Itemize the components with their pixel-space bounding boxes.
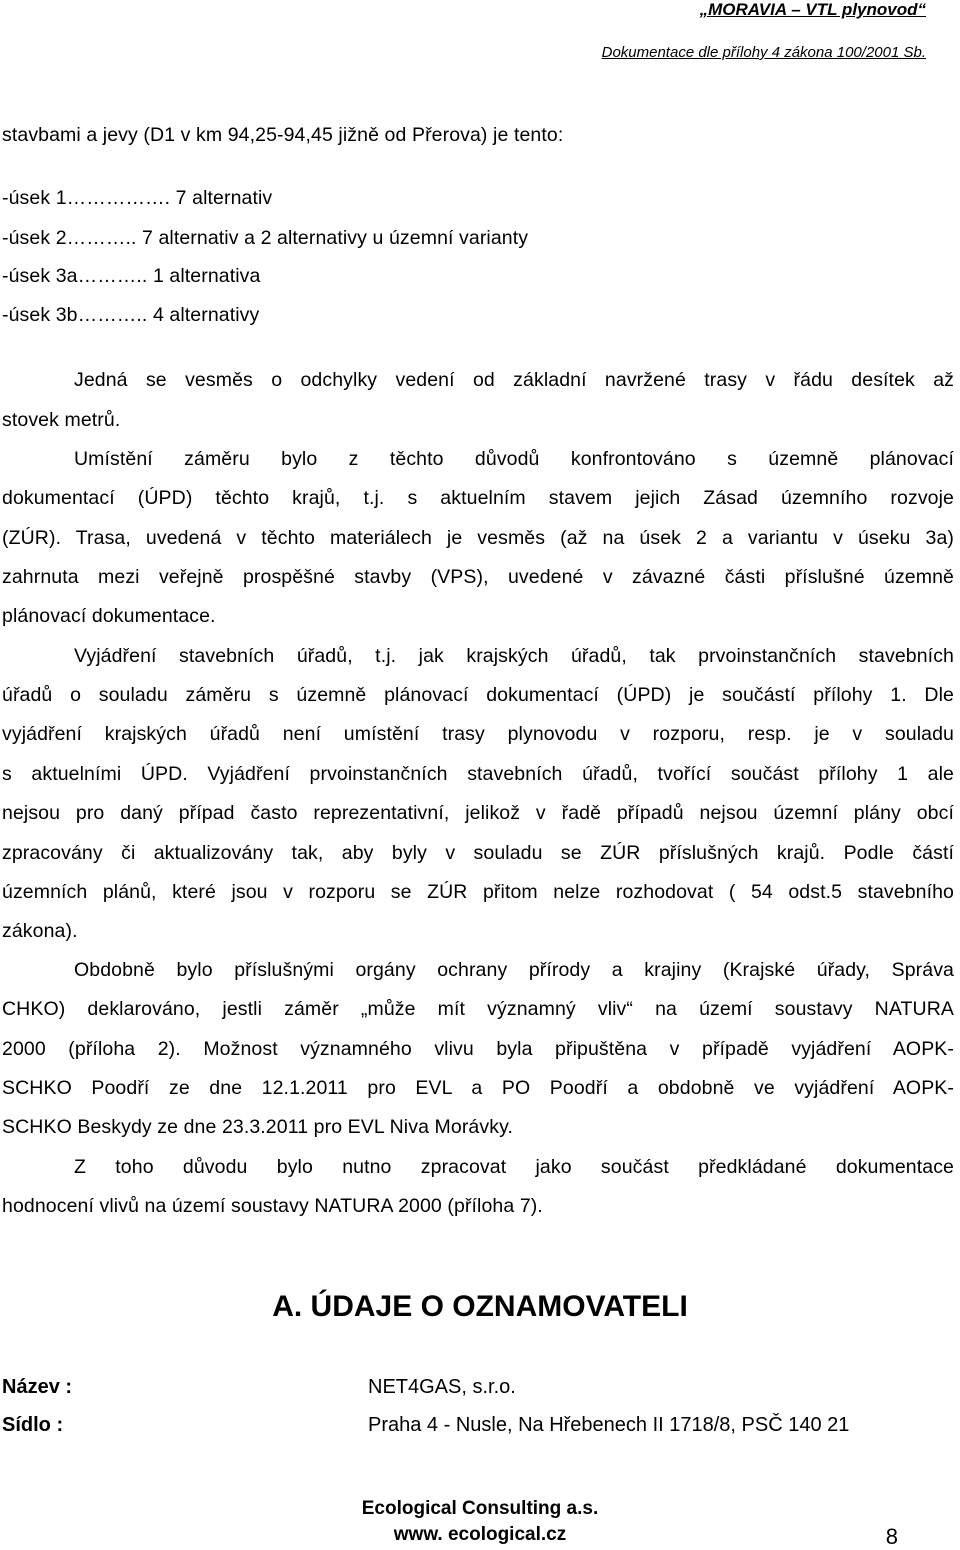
text-line: Jedná se vesměs o odchylky vedení od základní navržené trasy v řádu desítek až bbox=[74, 369, 954, 391]
footer-url: www. ecological.cz bbox=[393, 1524, 567, 1545]
name-value: NET4GAS, s.r.o. bbox=[368, 1376, 516, 1398]
text-line: zákona). bbox=[2, 920, 78, 942]
text-line: zpracovány či aktualizovány tak, aby byly v souladu se ZÚR příslušných krajů. Podle částí bbox=[2, 842, 954, 864]
text-line: -úsek 3a……….. 1 alternativa bbox=[2, 265, 261, 287]
text-line: 2000 (příloha 2). Možnost významného vlivu byla připuštěna v případě vyjádření AOPK- bbox=[2, 1038, 954, 1060]
seat-value: Praha 4 - Nusle, Na Hřebenech II 1718/8, PSČ 140 21 bbox=[368, 1414, 850, 1436]
section-heading: A. ÚDAJE O OZNAMOVATELI bbox=[272, 1290, 688, 1323]
text-line: -úsek 2……….. 7 alternativ a 2 alternativy u územní varianty bbox=[2, 227, 529, 249]
document-title: „MORAVIA – VTL plynovod“ bbox=[699, 0, 926, 19]
footer-company: Ecological Consulting a.s. bbox=[361, 1498, 599, 1519]
page-number: 8 bbox=[885, 1524, 898, 1549]
text-line: -úsek 1……………. 7 alternativ bbox=[2, 187, 273, 209]
text-line: úřadů o souladu záměru s územně plánovací dokumentací (ÚPD) je součástí přílohy 1. Dle bbox=[2, 684, 954, 706]
text-line: Vyjádření stavebních úřadů, t.j. jak krajských úřadů, tak prvoinstančních stavebních bbox=[74, 645, 954, 667]
text-line: nejsou pro daný případ často reprezentativní, jelikož v řadě případů nejsou územní plány obcí bbox=[2, 802, 954, 824]
text-line: CHKO) deklarováno, jestli záměr „může mít významný vliv“ na území soustavy NATURA bbox=[2, 998, 954, 1020]
text-line: stavbami a jevy (D1 v km 94,25-94,45 jižně od Přerova) je tento: bbox=[2, 124, 564, 146]
text-line: Z toho důvodu bylo nutno zpracovat jako součást předkládané dokumentace bbox=[74, 1156, 954, 1178]
document-subtitle: Dokumentace dle přílohy 4 zákona 100/2001 Sb. bbox=[601, 44, 926, 61]
seat-label: Sídlo : bbox=[2, 1414, 64, 1436]
text-line: zahrnuta mezi veřejně prospěšné stavby (VPS), uvedené v závazné části příslušné územně bbox=[2, 566, 954, 588]
text-line: vyjádření krajských úřadů není umístění trasy plynovodu v rozporu, resp. je v souladu bbox=[2, 723, 954, 745]
text-line: (ZÚR). Trasa, uvedená v těchto materiálech je vesměs (až na úsek 2 a variantu v úseku 3a) bbox=[2, 527, 954, 549]
text-line: SCHKO Poodří ze dne 12.1.2011 pro EVL a PO Poodří a obdobně ve vyjádření AOPK- bbox=[2, 1077, 954, 1099]
text-line: dokumentací (ÚPD) těchto krajů, t.j. s aktuelním stavem jejich Zásad územního rozvoje bbox=[2, 487, 954, 509]
text-line: plánovací dokumentace. bbox=[2, 605, 216, 627]
text-line: SCHKO Beskydy ze dne 23.3.2011 pro EVL Niva Morávky. bbox=[2, 1116, 513, 1138]
name-label: Název : bbox=[2, 1376, 73, 1398]
text-line: hodnocení vlivů na území soustavy NATURA 2000 (příloha 7). bbox=[2, 1195, 543, 1217]
text-line: -úsek 3b……….. 4 alternativy bbox=[2, 304, 260, 326]
text-line: stovek metrů. bbox=[2, 409, 121, 431]
text-line: územních plánů, které jsou v rozporu se ZÚR přitom nelze rozhodovat ( 54 odst.5 stavebního bbox=[2, 881, 954, 903]
text-line: Obdobně bylo příslušnými orgány ochrany přírody a krajiny (Krajské úřady, Správa bbox=[74, 959, 954, 981]
text-line: s aktuelními ÚPD. Vyjádření prvoinstančních stavebních úřadů, tvořící součást přílohy 1 ale bbox=[2, 763, 954, 785]
text-line: Umístění záměru bylo z těchto důvodů konfrontováno s územně plánovací bbox=[74, 448, 954, 470]
